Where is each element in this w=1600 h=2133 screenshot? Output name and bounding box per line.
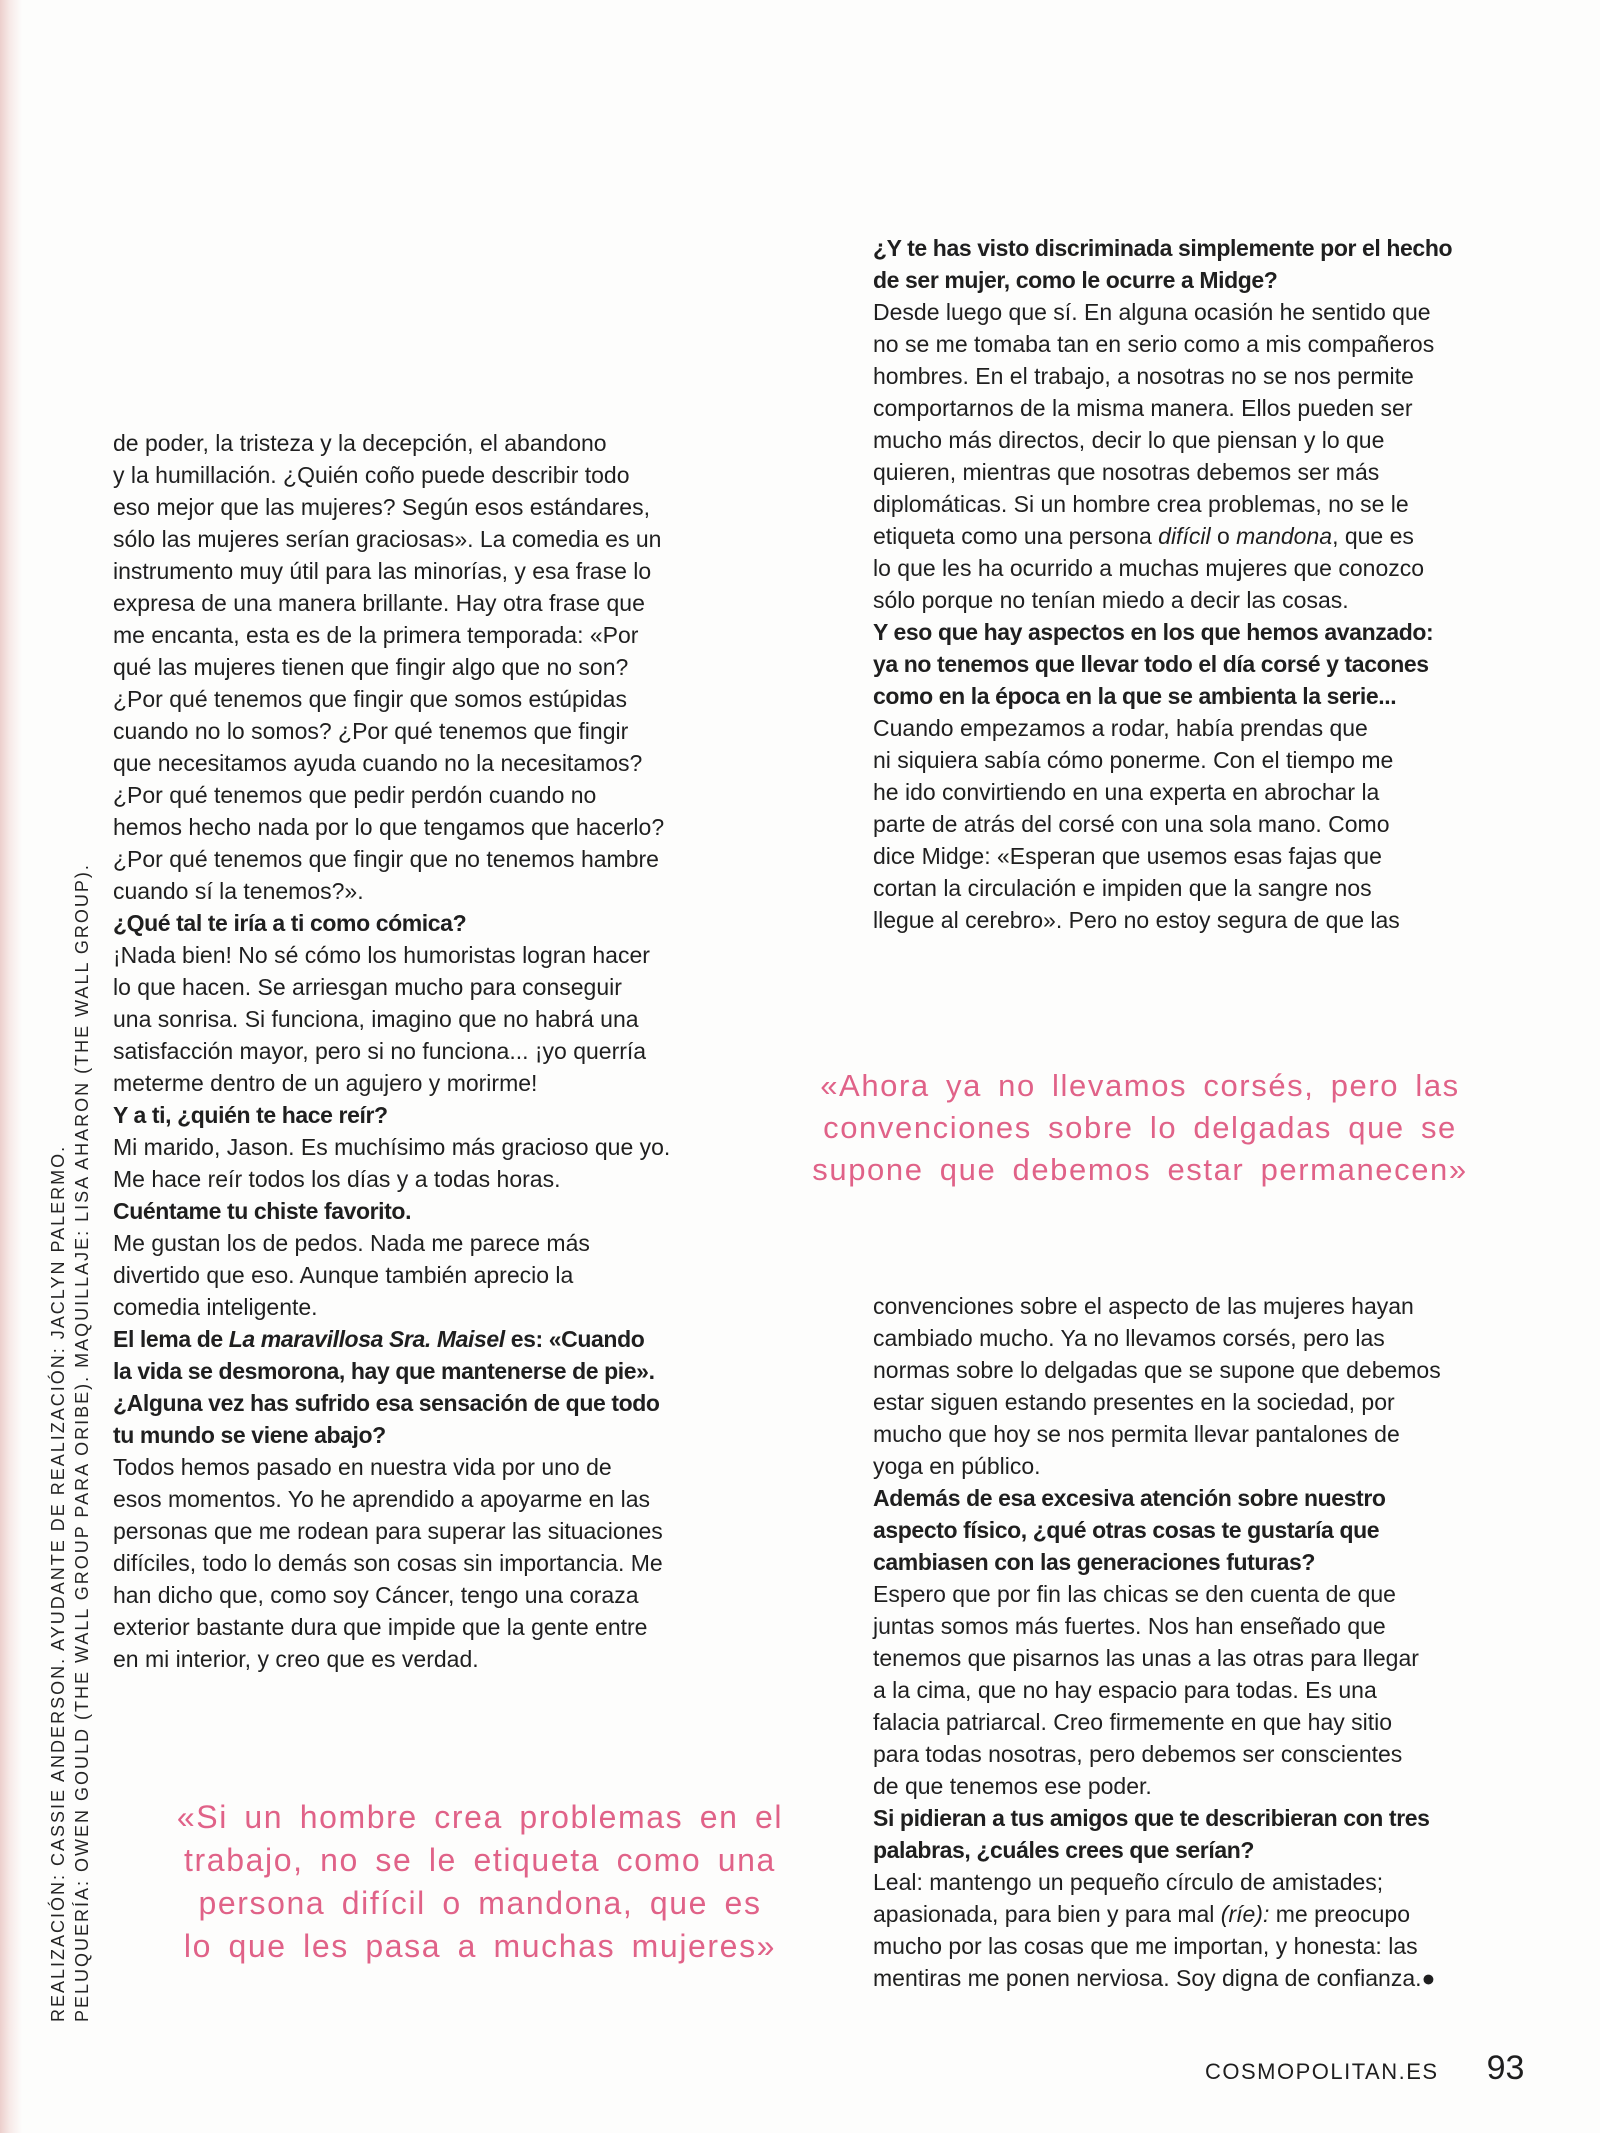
text-segment: Si pidieran a tus amigos que te describieran con tres xyxy=(873,1805,1430,1831)
text-line xyxy=(873,1866,1513,1898)
text-line xyxy=(873,712,1513,744)
footer-site-url: COSMOPOLITAN.ES xyxy=(1205,2059,1439,2084)
text-segment: mucho por las cosas que me importan, y honesta: las xyxy=(873,1933,1418,1959)
text-line xyxy=(113,1579,673,1611)
pull-quote-corsets xyxy=(755,1065,1525,1191)
text-segment: «Ahora ya no llevamos corsés, pero las xyxy=(820,1068,1460,1103)
text-line xyxy=(873,904,1513,936)
text-line xyxy=(873,1546,1513,1578)
text-segment: personas que me rodean para superar las situaciones xyxy=(113,1518,663,1544)
page-footer xyxy=(1205,2049,1524,2088)
text-line xyxy=(120,1882,840,1925)
text-segment: tenemos que pisarnos las unas a las otras para llegar xyxy=(873,1645,1419,1671)
text-segment: eso mejor que las mujeres? Según esos estándares, xyxy=(113,494,650,520)
text-line xyxy=(755,1149,1525,1191)
text-segment: llegue al cerebro». Pero no estoy segura de que las xyxy=(873,907,1400,933)
text-segment: etiqueta como una persona xyxy=(873,523,1159,549)
text-line xyxy=(113,1451,673,1483)
text-line xyxy=(873,1354,1513,1386)
text-segment: ¿Qué tal te iría a ti como cómica? xyxy=(113,910,467,936)
text-segment: lo que les ha ocurrido a muchas mujeres que conozco xyxy=(873,555,1425,581)
interview-column-left xyxy=(113,427,673,1675)
text-segment: ya no tenemos que llevar todo el día corsé y tacones xyxy=(873,651,1429,677)
text-line xyxy=(113,843,673,875)
text-line xyxy=(113,875,673,907)
text-line xyxy=(113,587,673,619)
text-segment: tu mundo se viene abajo? xyxy=(113,1422,386,1448)
text-segment: Además de esa excesiva atención sobre nuestro xyxy=(873,1485,1386,1511)
interview-column-right-top xyxy=(873,232,1513,936)
text-line xyxy=(113,683,673,715)
text-segment: falacia patriarcal. Creo firmemente en que hay sitio xyxy=(873,1709,1393,1735)
text-segment: lo que les pasa a muchas mujeres» xyxy=(183,1928,777,1964)
text-line xyxy=(873,456,1513,488)
text-line xyxy=(873,1642,1513,1674)
text-line xyxy=(113,459,673,491)
text-line xyxy=(113,779,673,811)
text-line xyxy=(873,1482,1513,1514)
text-line xyxy=(113,1611,673,1643)
text-line xyxy=(113,1387,673,1419)
text-segment: La maravillosa Sra. Maisel xyxy=(228,1326,505,1352)
text-line xyxy=(873,328,1513,360)
text-segment: ¡Nada bien! No sé cómo los humoristas logran hacer xyxy=(113,942,650,968)
text-segment: cuando no lo somos? ¿Por qué tenemos que fingir xyxy=(113,718,629,744)
text-line xyxy=(873,776,1513,808)
text-segment: han dicho que, como soy Cáncer, tengo una coraza xyxy=(113,1582,639,1608)
text-segment: me encanta, esta es de la primera temporada: «Por xyxy=(113,622,639,648)
text-segment: cuando sí la tenemos?». xyxy=(113,878,364,904)
text-segment: quieren, mientras que nosotras debemos ser más xyxy=(873,459,1380,485)
text-line xyxy=(113,427,673,459)
text-line xyxy=(873,840,1513,872)
text-line xyxy=(113,1035,673,1067)
text-segment: supone que debemos estar permanecen» xyxy=(812,1152,1468,1187)
text-line xyxy=(113,491,673,523)
text-segment: en mi interior, y creo que es verdad. xyxy=(113,1646,479,1672)
text-segment: para todas nosotras, pero debemos ser conscientes xyxy=(873,1741,1403,1767)
text-line xyxy=(113,1643,673,1675)
text-line xyxy=(873,872,1513,904)
text-line xyxy=(873,552,1513,584)
text-line xyxy=(873,1322,1513,1354)
text-line xyxy=(113,1227,673,1259)
text-line xyxy=(113,939,673,971)
text-segment: Todos hemos pasado en nuestra vida por uno de xyxy=(113,1454,612,1480)
text-segment: ni siquiera sabía cómo ponerme. Con el tiempo me xyxy=(873,747,1394,773)
text-line xyxy=(873,1290,1513,1322)
text-segment: que necesitamos ayuda cuando no la necesitamos? xyxy=(113,750,643,776)
text-segment: mandona xyxy=(1236,523,1333,549)
text-line xyxy=(113,907,673,939)
footer-page-number: 93 xyxy=(1486,2049,1525,2087)
text-line xyxy=(873,1514,1513,1546)
text-line xyxy=(873,520,1513,552)
text-segment: Me hace reír todos los días y a todas horas. xyxy=(113,1166,561,1192)
text-segment: aspecto físico, ¿qué otras cosas te gustaría que xyxy=(873,1517,1380,1543)
text-segment: (ríe): xyxy=(1220,1901,1270,1927)
text-segment: ¿Alguna vez has sufrido esa sensación de que todo xyxy=(113,1390,660,1416)
text-segment: es: «Cuando xyxy=(504,1326,645,1352)
text-segment: Me gustan los de pedos. Nada me parece más xyxy=(113,1230,590,1256)
text-line xyxy=(113,619,673,651)
text-segment: a la cima, que no hay espacio para todas. Es una xyxy=(873,1677,1377,1703)
text-segment: he ido convirtiendo en una experta en abrochar la xyxy=(873,779,1380,805)
text-segment: trabajo, no se le etiqueta como una xyxy=(184,1842,776,1878)
page-edge-tint xyxy=(0,0,22,2133)
text-segment: esos momentos. Yo he aprendido a apoyarme en las xyxy=(113,1486,651,1512)
text-line xyxy=(873,616,1513,648)
text-line xyxy=(873,744,1513,776)
text-line xyxy=(113,1483,673,1515)
text-segment: parte de atrás del corsé con una sola mano. Como xyxy=(873,811,1390,837)
text-line xyxy=(113,1195,673,1227)
text-line xyxy=(873,392,1513,424)
text-line xyxy=(113,1259,673,1291)
text-line xyxy=(113,1291,673,1323)
text-line xyxy=(113,651,673,683)
text-segment: instrumento muy útil para las minorías, y esa frase lo xyxy=(113,558,652,584)
text-line xyxy=(873,1418,1513,1450)
text-line xyxy=(113,1515,673,1547)
text-line xyxy=(873,1578,1513,1610)
text-segment: no se me tomaba tan en serio como a mis compañeros xyxy=(873,331,1435,357)
text-line xyxy=(113,1099,673,1131)
text-segment: convenciones sobre el aspecto de las mujeres hayan xyxy=(873,1293,1414,1319)
pull-quote-workplace xyxy=(120,1796,840,1968)
text-segment: , que es xyxy=(1332,523,1414,549)
text-line xyxy=(113,811,673,843)
text-segment: o xyxy=(1210,523,1237,549)
text-line xyxy=(113,1163,673,1195)
text-line xyxy=(113,1131,673,1163)
text-line xyxy=(120,1839,840,1882)
text-segment: ¿Y te has visto discriminada simplemente por el hecho xyxy=(873,235,1453,261)
text-segment: dice Midge: «Esperan que usemos esas fajas que xyxy=(873,843,1382,869)
text-line xyxy=(873,1674,1513,1706)
text-segment: hombres. En el trabajo, a nosotras no se nos permite xyxy=(873,363,1414,389)
text-line xyxy=(113,747,673,779)
text-segment: mucho que hoy se nos permita llevar pantalones de xyxy=(873,1421,1400,1447)
text-segment: apasionada, para bien y para mal xyxy=(873,1901,1221,1927)
text-line xyxy=(113,715,673,747)
text-line xyxy=(873,1706,1513,1738)
text-line xyxy=(873,360,1513,392)
text-line xyxy=(120,1925,840,1968)
text-segment: meterme dentro de un agujero y morirme! xyxy=(113,1070,538,1096)
text-line xyxy=(120,1796,840,1839)
text-line xyxy=(873,1834,1513,1866)
text-segment: Leal: mantengo un pequeño círculo de amistades; xyxy=(873,1869,1384,1895)
text-segment: Espero que por fin las chicas se den cuenta de que xyxy=(873,1581,1396,1607)
credits-realizacion: REALIZACIÓN: CASSIE ANDERSON. AYUDANTE DE REALIZACIÓN: JACLYN PALERMO. xyxy=(48,1144,68,2022)
text-segment: como en la época en la que se ambienta la serie... xyxy=(873,683,1397,709)
text-segment: «Si un hombre crea problemas en el xyxy=(176,1799,784,1835)
text-line xyxy=(873,1802,1513,1834)
text-segment: juntas somos más fuertes. Nos han enseñado que xyxy=(873,1613,1386,1639)
text-segment: la vida se desmorona, hay que mantenerse de pie». xyxy=(113,1358,655,1384)
text-line xyxy=(873,1450,1513,1482)
text-line xyxy=(873,648,1513,680)
interview-column-right-bottom xyxy=(873,1290,1513,1994)
text-segment: divertido que eso. Aunque también aprecio la xyxy=(113,1262,574,1288)
text-segment: de ser mujer, como le ocurre a Midge? xyxy=(873,267,1278,293)
credits-peluqueria-maquillaje: PELUQUERÍA: OWEN GOULD (THE WALL GROUP PARA ORIBE). MAQUILLAJE: LISA AHARON (THE WALL GROUP). xyxy=(72,863,92,2022)
text-line xyxy=(873,1386,1513,1418)
text-segment: yoga en público. xyxy=(873,1453,1041,1479)
text-line xyxy=(873,296,1513,328)
text-line xyxy=(113,523,673,555)
text-segment: mentiras me ponen nerviosa. Soy digna de confianza.● xyxy=(873,1965,1436,1991)
text-segment: Desde luego que sí. En alguna ocasión he sentido que xyxy=(873,299,1431,325)
text-segment: El lema de xyxy=(113,1326,229,1352)
text-segment: estar siguen estando presentes en la sociedad, por xyxy=(873,1389,1395,1415)
text-segment: ¿Por qué tenemos que fingir que somos estúpidas xyxy=(113,686,627,712)
text-line xyxy=(113,1067,673,1099)
text-line xyxy=(113,1419,673,1451)
text-segment: Cuando empezamos a rodar, había prendas que xyxy=(873,715,1368,741)
text-segment: qué las mujeres tienen que fingir algo que no son? xyxy=(113,654,629,680)
text-segment: sólo porque no tenían miedo a decir las cosas. xyxy=(873,587,1349,613)
text-segment: ¿Por qué tenemos que fingir que no tenemos hambre xyxy=(113,846,659,872)
text-line xyxy=(873,808,1513,840)
text-line xyxy=(113,971,673,1003)
text-line xyxy=(755,1065,1525,1107)
text-segment: exterior bastante dura que impide que la gente entre xyxy=(113,1614,648,1640)
text-segment: diplomáticas. Si un hombre crea problemas, no se le xyxy=(873,491,1409,517)
text-segment: me preocupo xyxy=(1269,1901,1410,1927)
text-line xyxy=(873,424,1513,456)
text-line xyxy=(113,1355,673,1387)
text-line xyxy=(113,555,673,587)
text-segment: hemos hecho nada por lo que tengamos que hacerlo? xyxy=(113,814,665,840)
text-segment: de poder, la tristeza y la decepción, el abandono xyxy=(113,430,607,456)
text-segment: convenciones sobre lo delgadas que se xyxy=(823,1110,1457,1145)
text-line xyxy=(873,1610,1513,1642)
text-segment: de que tenemos ese poder. xyxy=(873,1773,1152,1799)
text-segment: difícil xyxy=(1158,523,1211,549)
text-line xyxy=(873,488,1513,520)
text-segment: persona difícil o mandona, que es xyxy=(198,1885,762,1921)
text-segment: mucho más directos, decir lo que piensan y lo que xyxy=(873,427,1385,453)
text-line xyxy=(113,1323,673,1355)
text-line xyxy=(755,1107,1525,1149)
text-segment: Y a ti, ¿quién te hace reír? xyxy=(113,1102,388,1128)
text-segment: satisfacción mayor, pero si no funciona... ¡yo querría xyxy=(113,1038,647,1064)
text-segment: sólo las mujeres serían graciosas». La comedia es un xyxy=(113,526,662,552)
text-segment: una sonrisa. Si funciona, imagino que no habrá una xyxy=(113,1006,639,1032)
text-segment: difíciles, todo lo demás son cosas sin importancia. Me xyxy=(113,1550,663,1576)
text-segment: Mi marido, Jason. Es muchísimo más gracioso que yo. xyxy=(113,1134,671,1160)
text-segment: Y eso que hay aspectos en los que hemos avanzado: xyxy=(873,619,1434,645)
text-line xyxy=(873,584,1513,616)
text-segment: normas sobre lo delgadas que se supone que debemos xyxy=(873,1357,1441,1383)
text-segment: y la humillación. ¿Quién coño puede describir todo xyxy=(113,462,630,488)
text-line xyxy=(873,680,1513,712)
text-line xyxy=(873,1770,1513,1802)
text-segment: comportarnos de la misma manera. Ellos pueden ser xyxy=(873,395,1413,421)
text-line xyxy=(873,232,1513,264)
text-line xyxy=(113,1547,673,1579)
text-line xyxy=(873,1738,1513,1770)
text-line xyxy=(113,1003,673,1035)
text-line xyxy=(873,1898,1513,1930)
text-line xyxy=(873,1930,1513,1962)
text-segment: lo que hacen. Se arriesgan mucho para conseguir xyxy=(113,974,622,1000)
text-segment: ¿Por qué tenemos que pedir perdón cuando no xyxy=(113,782,597,808)
text-line xyxy=(873,1962,1513,1994)
text-segment: palabras, ¿cuáles crees que serían? xyxy=(873,1837,1255,1863)
text-line xyxy=(873,264,1513,296)
text-segment: cortan la circulación e impiden que la sangre nos xyxy=(873,875,1372,901)
text-segment: cambiasen con las generaciones futuras? xyxy=(873,1549,1316,1575)
text-segment: cambiado mucho. Ya no llevamos corsés, pero las xyxy=(873,1325,1385,1351)
text-segment: expresa de una manera brillante. Hay otra frase que xyxy=(113,590,645,616)
text-segment: comedia inteligente. xyxy=(113,1294,318,1320)
text-segment: Cuéntame tu chiste favorito. xyxy=(113,1198,412,1224)
